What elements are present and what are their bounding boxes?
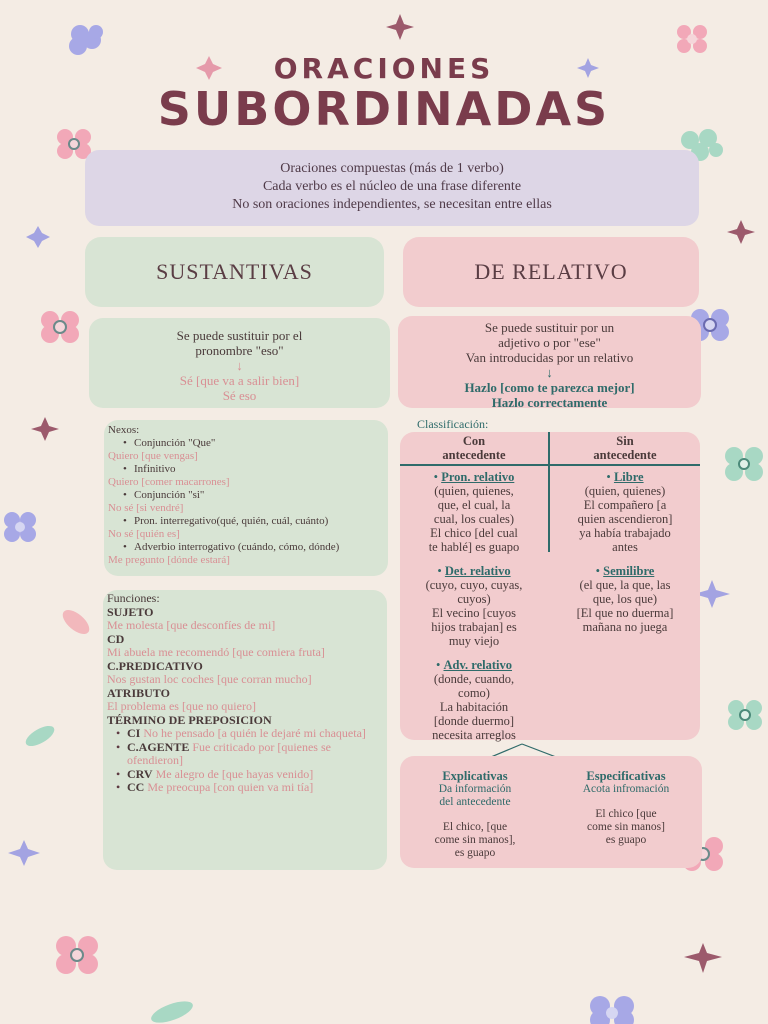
explic-example: come sin manos], [434,834,516,846]
explicativas-col [400,770,550,860]
funciones-label: Funciones: [107,591,160,605]
block-line: que, el cual, la [437,498,511,512]
block-line: te hablé] es guapo [428,540,520,554]
block-line: cuyos) [457,592,491,606]
funcion-name: C.PREDICATIVO [107,658,203,673]
nexo-item: • Adverbio interrogativo (cuándo, cómo, dónde) [120,541,384,554]
intro-box [85,150,699,226]
flower-icon [41,311,79,343]
block-line: (quien, quienes, [434,484,514,498]
nexo-example: Quiero [que vengas] [108,450,198,462]
rel-block: • Semilibre (el que, la que, las que, los que) [El que no duerma] mañana no juega [550,564,700,634]
especificativas-col [550,770,702,847]
intro-line: Cada verbo es el núcleo de una frase diferente [262,179,522,194]
block-line: El vecino [cuyos [431,606,516,620]
block-line: [El que no duerma] [576,606,674,620]
relativo-desc-box [398,316,701,408]
nexo-item: • Conjunción "si" [120,489,384,502]
explic-especif-box [400,756,702,868]
block-line: quien ascendieron] [577,512,673,526]
flower-icon [728,700,762,730]
block-line: [donde duermo] [433,714,515,728]
star-icon [386,14,414,40]
nexos-label: Nexos: [108,424,140,436]
desc-line: Van introducidas por un relativo [465,350,634,365]
flower-icon [677,25,707,53]
clasif-box [400,432,700,740]
con-antecedente-head [400,434,548,462]
nexo-example: No sé [quién es] [108,528,180,540]
sub-example: Fue criticado por [quienes se ofendieron] [127,739,331,767]
desc-line: pronombre "eso" [195,343,284,358]
con-antecedente-col [400,470,548,742]
funcion-example: Nos gustan loc coches [que corran mucho] [107,672,312,686]
nexo-example: Me pregunto [dónde estará] [108,554,230,566]
nexo-item: • Conjunción "Que" [120,437,384,450]
flower-icon [4,512,36,542]
funcion-example: Mi abuela me recomendó [que comiera fruta] [107,645,325,659]
clasif-label: Classificación: [417,417,489,431]
rel-block: • Libre (quien, quienes) El compañero [a quien ascendieron] ya había trabajado antes [550,470,700,554]
flower-icon [56,936,98,974]
block-line: (donde, cuando, [433,672,515,686]
block-line: (el que, la que, las [579,578,671,592]
block-title: Adv. relativo [443,658,513,672]
example-line: Hazlo correctamente [491,395,608,410]
desc-line: Se puede sustituir por el [176,328,303,343]
intro-line: Oraciones compuestas (más de 1 verbo) [280,161,504,176]
block-line: mañana no juega [582,620,668,634]
title-line-2: SUBORDINADAS [157,82,611,136]
especif-desc: Acota infromación [582,783,670,795]
sin-antecedente-col [550,470,700,634]
example-line: Sé eso [222,388,257,403]
nexo-item: • Pron. interregativo(qué, quién, cuál, cuánto) [120,515,384,528]
explicativas-title: Explicativas [442,769,508,783]
example-line: Hazlo [como te parezca mejor] [464,380,635,395]
rel-block: • Adv. relativo (donde, cuando, como) La habitación [donde duermo] necesita arreglos [400,658,548,742]
funcion-name: SUJETO [107,604,154,619]
sub-name: CRV [127,766,153,781]
flower-icon [590,996,634,1024]
block-line: El compañero [a [583,498,667,512]
block-title: Semilibre [603,564,655,578]
block-line: ya había trabajado [579,526,671,540]
block-line: hijos trabajan] es [431,620,517,634]
desc-line: Se puede sustituir por un [484,320,615,335]
flower-icon [725,447,763,481]
block-title: Det. relativo [444,564,511,578]
star-icon [8,840,40,866]
nexos-box [104,420,388,576]
star-icon [727,220,755,244]
intro-line: No son oraciones independientes, se necesitan entre ellas [232,197,552,212]
flower-icon [69,25,103,55]
funcion-sub-item [113,768,383,782]
star-icon [31,417,59,441]
sub-name: CC [127,780,145,794]
funcion-name: ATRIBUTO [107,685,170,700]
example-line: Sé [que va a salir bien] [179,373,300,388]
star-icon [684,943,722,973]
explic-desc: Da información [438,783,512,795]
sin-antecedente-head [550,434,700,462]
sub-example: Me alegro de [que hayas venido] [155,766,314,781]
funcion-name: TÉRMINO DE PREPOSICION [107,712,272,727]
block-line: cual, los cuales) [433,512,515,526]
funcion-example: Me molesta [que desconfíes de mi] [107,618,276,632]
explic-example: El chico, [que [442,821,508,833]
sustantivas-desc-box [89,318,390,408]
especif-example: El chico [que [595,808,657,820]
arrow-down-icon: ↓ [546,365,553,380]
block-title: Libre [613,470,644,484]
explic-desc: del antecedente [439,796,511,808]
header-sustantivas: SUSTANTIVAS [85,237,384,307]
arrow-down-icon: ↓ [236,358,243,373]
clasif-divider-h [400,464,700,466]
sub-name: C.AGENTE [127,739,190,754]
desc-line: adjetivo o por "ese" [498,335,601,350]
sub-example: No he pensado [a quién le dejaré mi chaqueta] [143,726,366,740]
nexo-example: Quiero [comer macarrones] [108,476,230,488]
especificativas-title: Especificativas [586,769,666,783]
funciones-box [103,590,387,870]
sub-name: CI [127,726,141,740]
funcion-sub-item [113,781,383,795]
nexo-example: No sé [si vendré] [108,502,184,514]
head-line: antecedente [442,448,506,462]
especif-example: come sin manos] [587,821,665,833]
title-line-1: ORACIONES [273,52,495,85]
funcion-sub-item [113,741,383,768]
head-line: Sin [616,434,634,448]
block-line: (quien, quienes) [584,484,666,498]
block-line: como) [458,686,490,700]
head-line: antecedente [593,448,657,462]
block-line: que, los que) [592,592,658,606]
rel-block: • Det. relativo (cuyo, cuyo, cuyas, cuyos) El vecino [cuyos hijos trabajan] es muy viejo [400,564,548,648]
funcion-sub-item [113,727,383,741]
block-line: muy viejo [448,634,500,648]
sub-example: Me preocupa [con quien va mi tía] [147,780,314,794]
head-line: Con [462,434,486,448]
block-line: antes [612,540,638,554]
block-line: necesita arreglos [432,728,516,742]
block-line: El chico [del cual [430,526,518,540]
explic-example: es guapo [454,847,496,859]
especif-example: es guapo [605,834,647,846]
funcion-example: El problema es [que no quiero] [107,699,256,713]
block-title: Pron. relativo [441,470,515,484]
nexo-item: • Infinitivo [120,463,384,476]
rel-block: • Pron. relativo (quien, quienes, que, el cual, la cual, los cuales) El chico [del cual te hablé] es guapo [400,470,548,554]
funcion-name: CD [107,631,125,646]
header-relativo: DE RELATIVO [403,237,699,307]
star-icon [26,226,50,248]
block-line: (cuyo, cuyo, cuyas, [425,578,523,592]
block-line: La habitación [439,700,509,714]
